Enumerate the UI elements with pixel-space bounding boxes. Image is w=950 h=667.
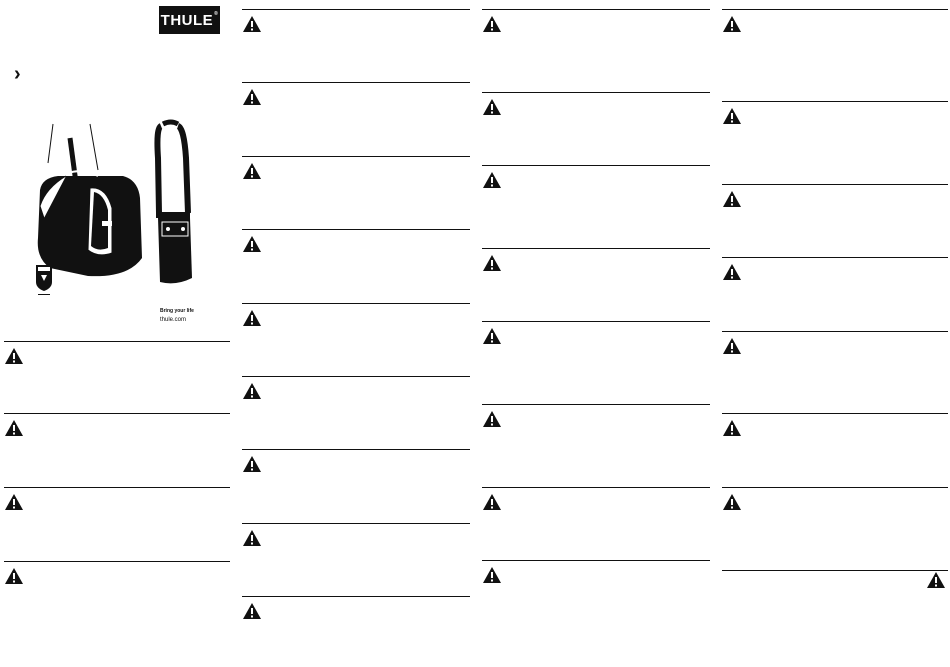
warning-section (242, 156, 470, 157)
warning-triangle-icon (4, 493, 24, 511)
warning-triangle-icon (4, 347, 24, 365)
warning-section-divider (722, 570, 948, 571)
chevron-right-icon: › (14, 63, 21, 85)
tagline: Bring your life (160, 308, 194, 314)
warning-triangle-icon (722, 263, 742, 281)
warning-section (4, 487, 230, 488)
website-link: thule.com (160, 317, 187, 323)
warning-section (722, 101, 948, 102)
warning-section (242, 229, 470, 230)
warning-triangle-icon (242, 235, 262, 253)
warning-section (242, 523, 470, 524)
warning-triangle-icon (242, 15, 262, 33)
warning-section (722, 184, 948, 185)
warning-triangle-icon (722, 190, 742, 208)
warning-section (482, 487, 710, 488)
warning-section (482, 92, 710, 93)
warning-section (4, 341, 230, 342)
warning-triangle-icon (482, 98, 502, 116)
warning-section (722, 487, 948, 488)
warning-section (482, 248, 710, 249)
warning-triangle-icon (482, 566, 502, 584)
warning-section (482, 165, 710, 166)
warning-section (482, 404, 710, 405)
warning-triangle-icon (482, 493, 502, 511)
warning-triangle-icon (482, 327, 502, 345)
warning-triangle-icon (242, 382, 262, 400)
warning-section (4, 561, 230, 562)
warning-triangle-icon (722, 419, 742, 437)
warning-section (242, 9, 470, 10)
warning-triangle-icon (4, 567, 24, 585)
warning-section (242, 303, 470, 304)
warning-triangle-icon (4, 419, 24, 437)
warning-section (482, 560, 710, 561)
warning-section (242, 376, 470, 377)
warning-section (4, 413, 230, 414)
warning-triangle-icon (482, 254, 502, 272)
warning-section (722, 413, 948, 414)
warning-triangle-icon (722, 493, 742, 511)
warning-triangle-icon (242, 602, 262, 620)
warning-triangle-icon (242, 309, 262, 327)
warning-triangle-icon (242, 455, 262, 473)
warning-section (242, 449, 470, 450)
warning-triangle-icon (482, 171, 502, 189)
warning-section (242, 82, 470, 83)
warning-triangle-icon (242, 529, 262, 547)
warning-section (482, 9, 710, 10)
warning-triangle-icon (482, 410, 502, 428)
warning-section (242, 596, 470, 597)
certification-badge (35, 264, 53, 298)
warning-triangle-icon (722, 15, 742, 33)
warning-triangle-icon (722, 107, 742, 125)
warning-section (482, 321, 710, 322)
warning-triangle-icon (926, 571, 946, 589)
warning-triangle-icon (242, 162, 262, 180)
warning-section (722, 331, 948, 332)
warning-triangle-icon (242, 88, 262, 106)
warning-section (722, 257, 948, 258)
shoulder-bag-illustration (28, 118, 203, 293)
warning-section (722, 9, 948, 10)
warning-triangle-icon (722, 337, 742, 355)
thule-logo: THULE ® (159, 6, 220, 34)
warning-triangle-icon (482, 15, 502, 33)
